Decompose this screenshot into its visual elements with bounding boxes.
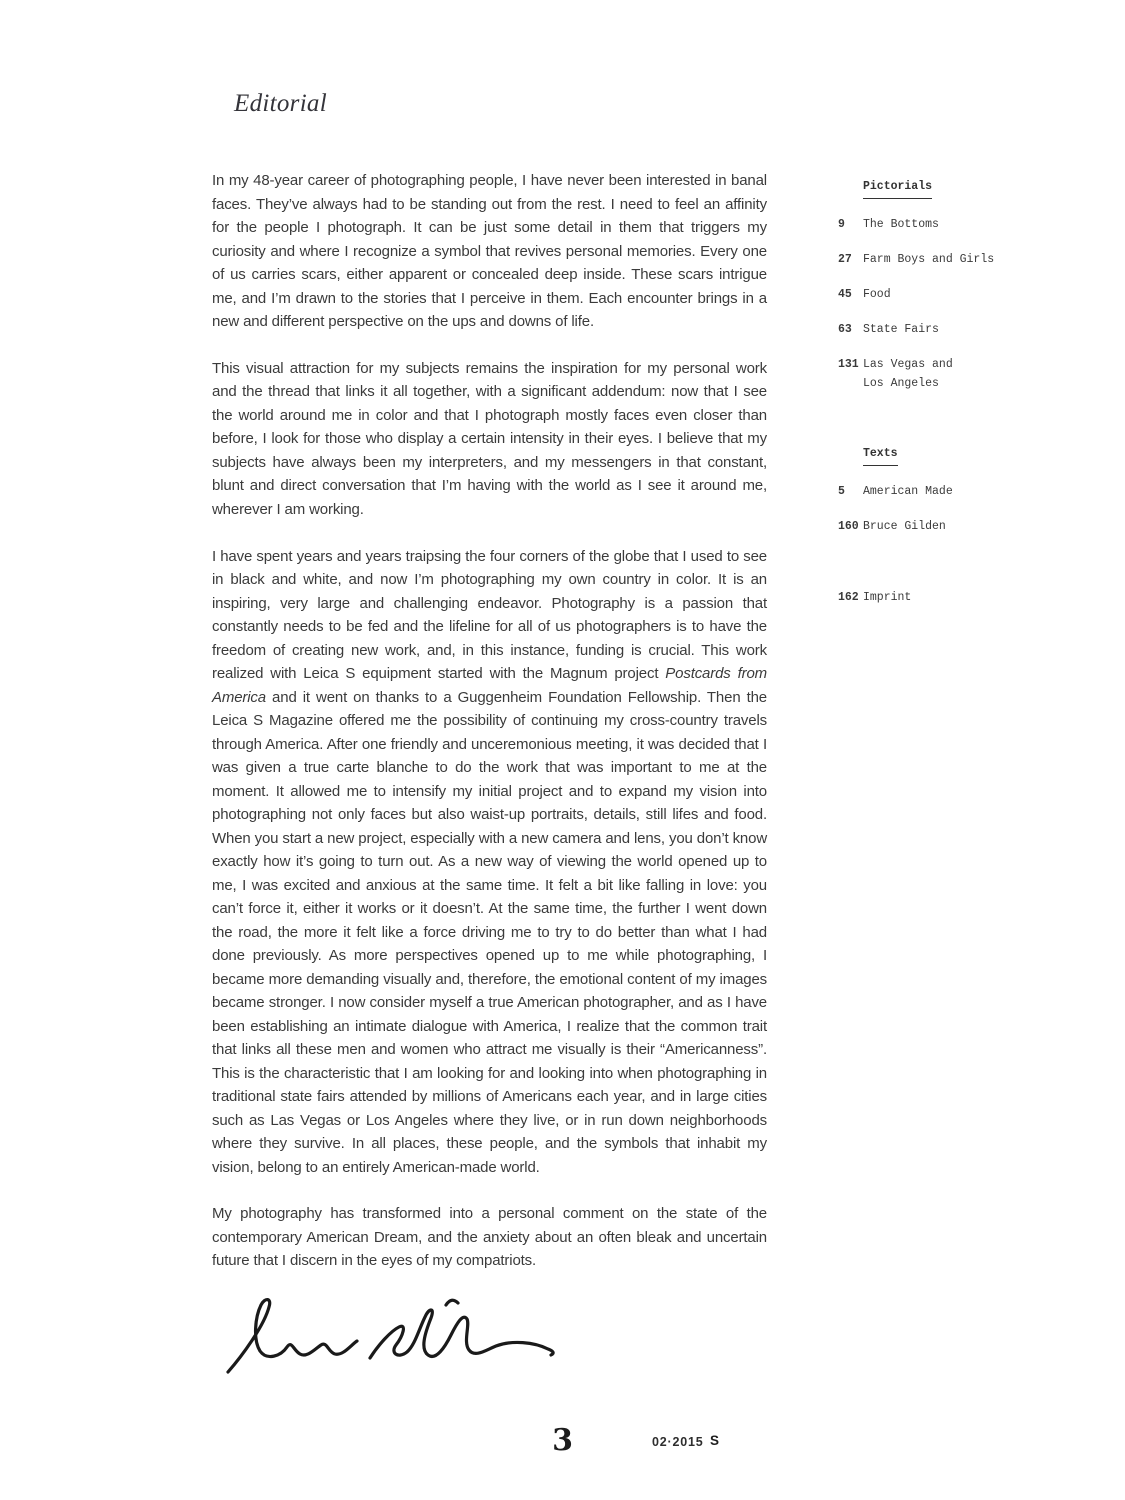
page-number: 3 [552, 1423, 573, 1458]
paragraph-3-italic-title: Postcards from America [212, 665, 767, 706]
toc-texts-heading-text: Texts [863, 444, 898, 466]
toc-texts-section [838, 444, 1088, 607]
editorial-paragraph-1: In my 48-year career of photographing people, I have never been interested in banal faces. They’ve always had to be standing out from the rest. I need to feel an affinity for the people I photograph. It can be just some detail in them that triggers my curiosity and where I recognize a symbol that revives personal memories. Every one of us carries scars, either apparent or concealed deep inside. These scars intrigue me, and I’m drawn to the stories that I perceive in them. Each encounter brings in a new and different perspective on the ups and downs of life. [212, 172, 767, 330]
toc-page-number: 131 [838, 358, 859, 371]
toc-item-label: The Bottoms [863, 218, 939, 231]
toc-item-state-fairs [838, 320, 1088, 339]
editorial-body [212, 169, 767, 1273]
toc-page-number: 27 [838, 253, 852, 266]
editorial-paragraph-4: My photography has transformed into a personal comment on the state of the contemporary American Dream, and the anxiety about an often bleak and uncertain future that I discern in the eyes of my compatriots. [212, 1205, 767, 1270]
page-title: Editorial [234, 90, 327, 117]
magazine-s-logo: S [710, 1433, 720, 1448]
toc-page-number: 45 [838, 288, 852, 301]
editorial-paragraph-3 [212, 545, 767, 1180]
toc-pictorials-section [838, 177, 1088, 393]
toc-item-bruce-gilden [838, 517, 1088, 536]
toc-item-imprint [838, 588, 1088, 607]
toc-item-label: Farm Boys and Girls [863, 253, 995, 266]
toc-texts-heading [863, 444, 1088, 466]
toc-item-the-bottoms [838, 215, 1088, 234]
toc-item-label: American Made [863, 485, 953, 498]
toc-page-number: 160 [838, 520, 859, 533]
toc-page-number: 5 [838, 485, 845, 498]
issue-date: 02·2015 [652, 1435, 704, 1449]
toc-item-label: Las Vegas and Los Angeles [863, 358, 953, 390]
toc-item-label: Imprint [863, 591, 912, 604]
toc-item-label: Food [863, 288, 891, 301]
bruce-gilden-signature-icon [222, 1292, 562, 1397]
toc-item-label: Bruce Gilden [863, 520, 946, 533]
toc-pictorials-heading-text: Pictorials [863, 177, 932, 199]
toc-item-farm-boys-and-girls [838, 250, 1088, 269]
toc-item-american-made [838, 482, 1088, 501]
editorial-paragraph-2: This visual attraction for my subjects remains the inspiration for my personal work and the thread that links it all together, with a significant addendum: now that I see the world around me in color and that I photograph mostly faces even closer than before, I look for those who display a certain intensity in their eyes. I believe that my subjects have always been my interpreters, and my messengers in that constant, blunt and direct conversation that I’m having with the world as I see it around me, wherever I am working. [212, 359, 767, 518]
toc-item-label: State Fairs [863, 323, 939, 336]
toc-pictorials-heading [863, 177, 1088, 199]
paragraph-3-text-a: I have spent years and years traipsing the four corners of the globe that I used to see in black and white, and now I’m photographing my own country in color. It is an inspiring, very large and challenging endeavor. Photography is a passion that constantly needs to be fed and the lifeline for all of us photographers is to have the freedom of creating new work, and, in this instance, funding is crucial. This work realized with Leica S equipment started with the Magnum project [212, 547, 767, 683]
toc-item-food [838, 285, 1088, 304]
toc-page-number: 63 [838, 323, 852, 336]
toc-item-las-vegas-and-los-angeles [838, 355, 1088, 393]
paragraph-3-text-b: and it went on thanks to a Guggenheim Foundation Fellowship. Then the Leica S Magazine offered me the possibility of continuing my cross-country travels through America. After one friendly and unceremonious meeting, it was decided that I was given a true carte blanche to do the work that was important to me at the moment. It allowed me to intensify my initial project and to expand my vision into photographing not only faces but also waist-up portraits, details, still lifes and food. When you start a new project, especially with a new camera and lens, you don’t know exactly how it’s going to turn out. As a new way of viewing the world opened up to me, I was excited and anxious at the same time. It felt a bit like falling in love: you can’t force it, either it works or it doesn’t. At the same time, the further I went down the road, the more it felt like a force driving me to try to do better than what I had done previously. As more perspectives opened up to me while photographing, I became more demanding visually and, therefore, the emotional content of my images became stronger. I now consider myself a true American photographer, and as I have been establishing an intimate dialogue with America, I realize that the common trait that links all these men and women who attract me visually is their “Americanness”. This is the characteristic that I am looking for and looking into when photographing in traditional state fairs attended by millions of Americans each year, and in large cities such as Las Vegas or Los Angeles where they live, or in run down neighborhoods where they survive. In all places, these people, and the symbols that inhabit my vision, belong to an entirely American-made world. [212, 688, 767, 1176]
toc-page-number: 162 [838, 591, 859, 604]
toc-page-number: 9 [838, 218, 845, 231]
